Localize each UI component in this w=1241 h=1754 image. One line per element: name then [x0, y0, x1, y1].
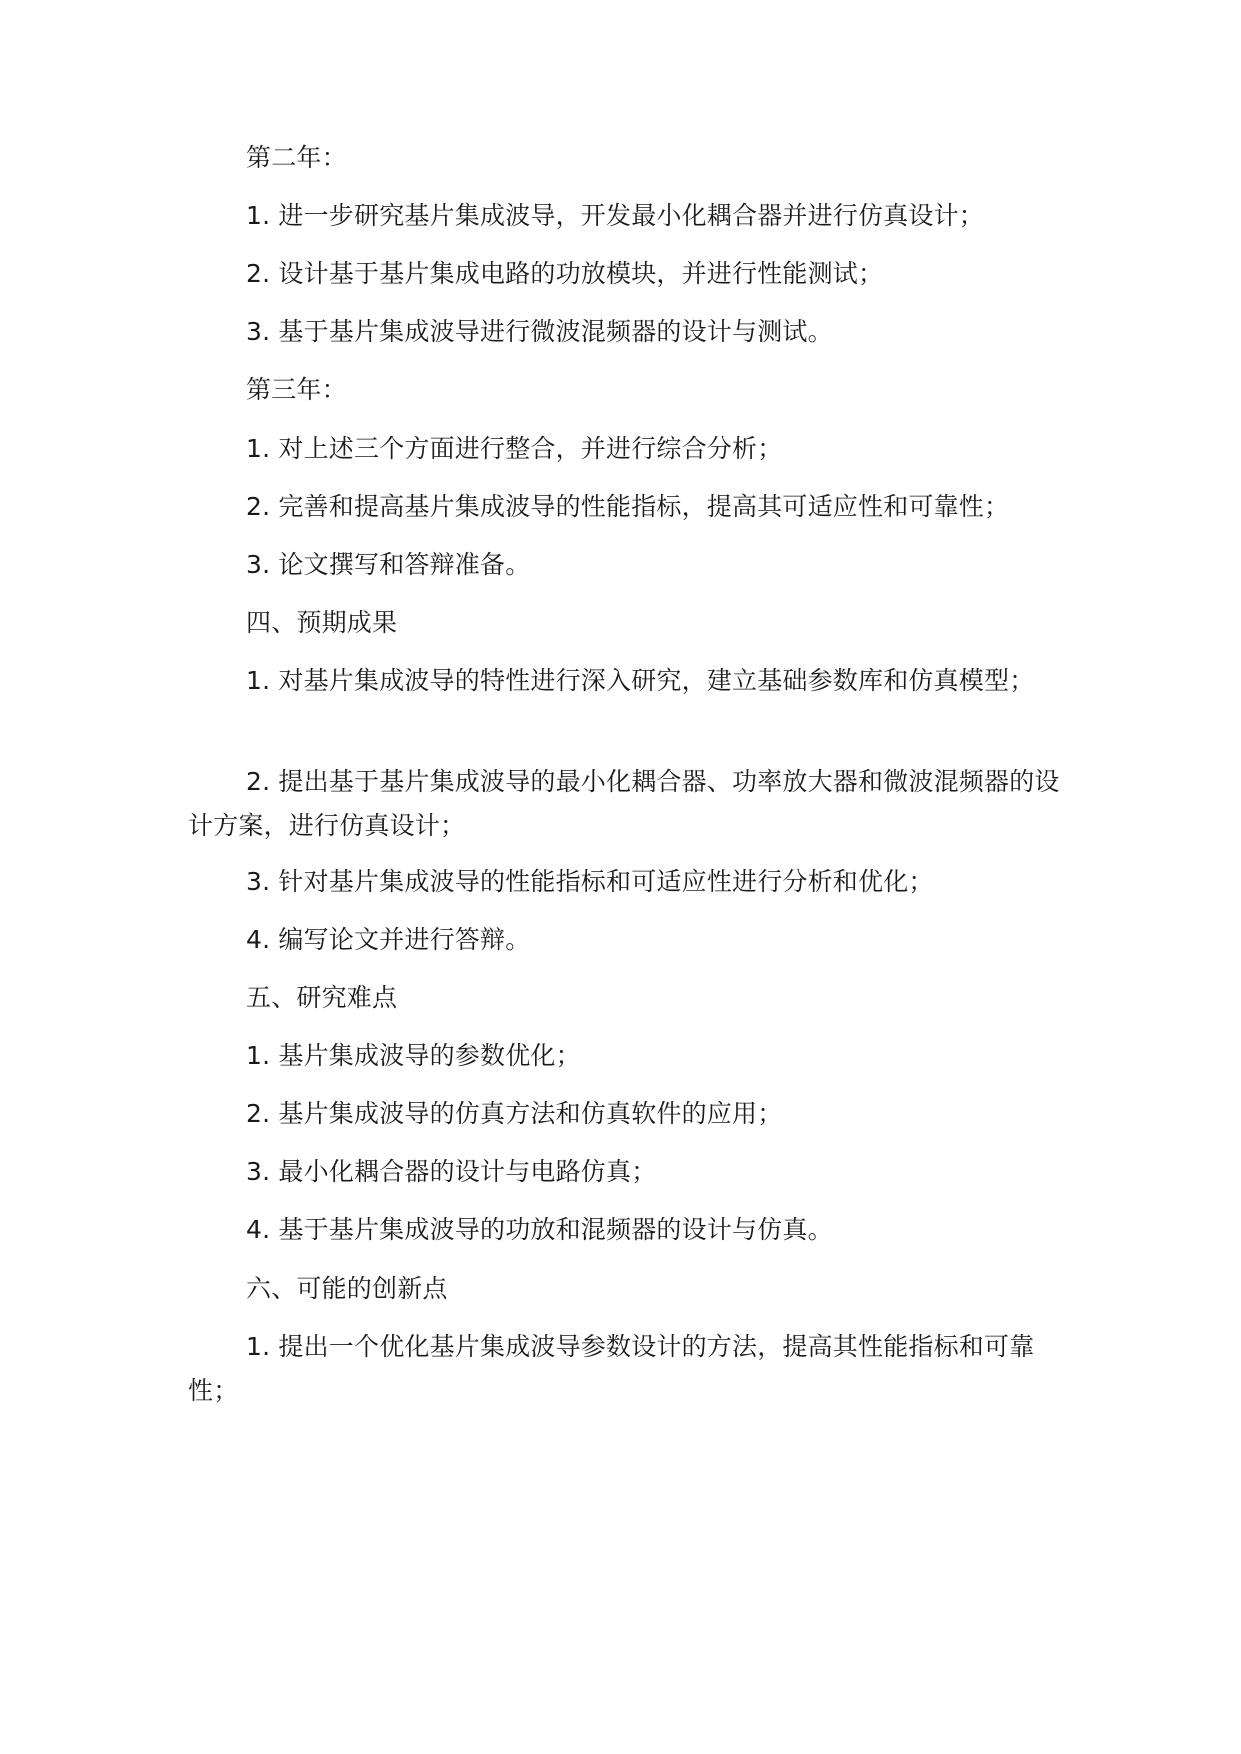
section-heading-expected-results: 四、预期成果: [246, 608, 398, 637]
list-item: 1. 对上述三个方面进行整合，并进行综合分析；: [246, 434, 783, 463]
section-heading-year-three: 第三年：: [246, 375, 347, 404]
list-item: 1. 进一步研究基片集成波导，开发最小化耦合器并进行仿真设计；: [246, 201, 985, 230]
list-item: 1. 对基片集成波导的特性进行深入研究，建立基础参数库和仿真模型；: [246, 666, 1035, 695]
list-item: 3. 论文撰写和答辩准备。: [246, 550, 531, 579]
list-item: 2. 基片集成波导的仿真方法和仿真软件的应用；: [246, 1099, 783, 1128]
list-item: 2. 完善和提高基片集成波导的性能指标，提高其可适应性和可靠性；: [246, 492, 1010, 521]
list-item: 4. 编写论文并进行答辩。: [246, 925, 531, 954]
list-item: 3. 针对基片集成波导的性能指标和可适应性进行分析和优化；: [246, 867, 934, 896]
list-item: 3. 最小化耦合器的设计与电路仿真；: [246, 1157, 657, 1186]
list-item: 4. 基于基片集成波导的功放和混频器的设计与仿真。: [246, 1215, 833, 1244]
list-item: 1. 基片集成波导的参数优化；: [246, 1041, 581, 1070]
section-heading-innovations: 六、可能的创新点: [246, 1274, 448, 1303]
list-item: 1. 提出一个优化基片集成波导参数设计的方法，提高其性能指标和可靠性；: [188, 1332, 1035, 1405]
list-item: 2. 提出基于基片集成波导的最小化耦合器、功率放大器和微波混频器的设计方案，进行仿真设计；: [188, 767, 1060, 840]
list-item: 2. 设计基于基片集成电路的功放模块，并进行性能测试；: [246, 259, 884, 288]
section-heading-research-difficulties: 五、研究难点: [246, 983, 398, 1012]
list-item: 3. 基于基片集成波导进行微波混频器的设计与测试。: [246, 317, 833, 346]
section-heading-year-two: 第二年：: [246, 143, 347, 172]
